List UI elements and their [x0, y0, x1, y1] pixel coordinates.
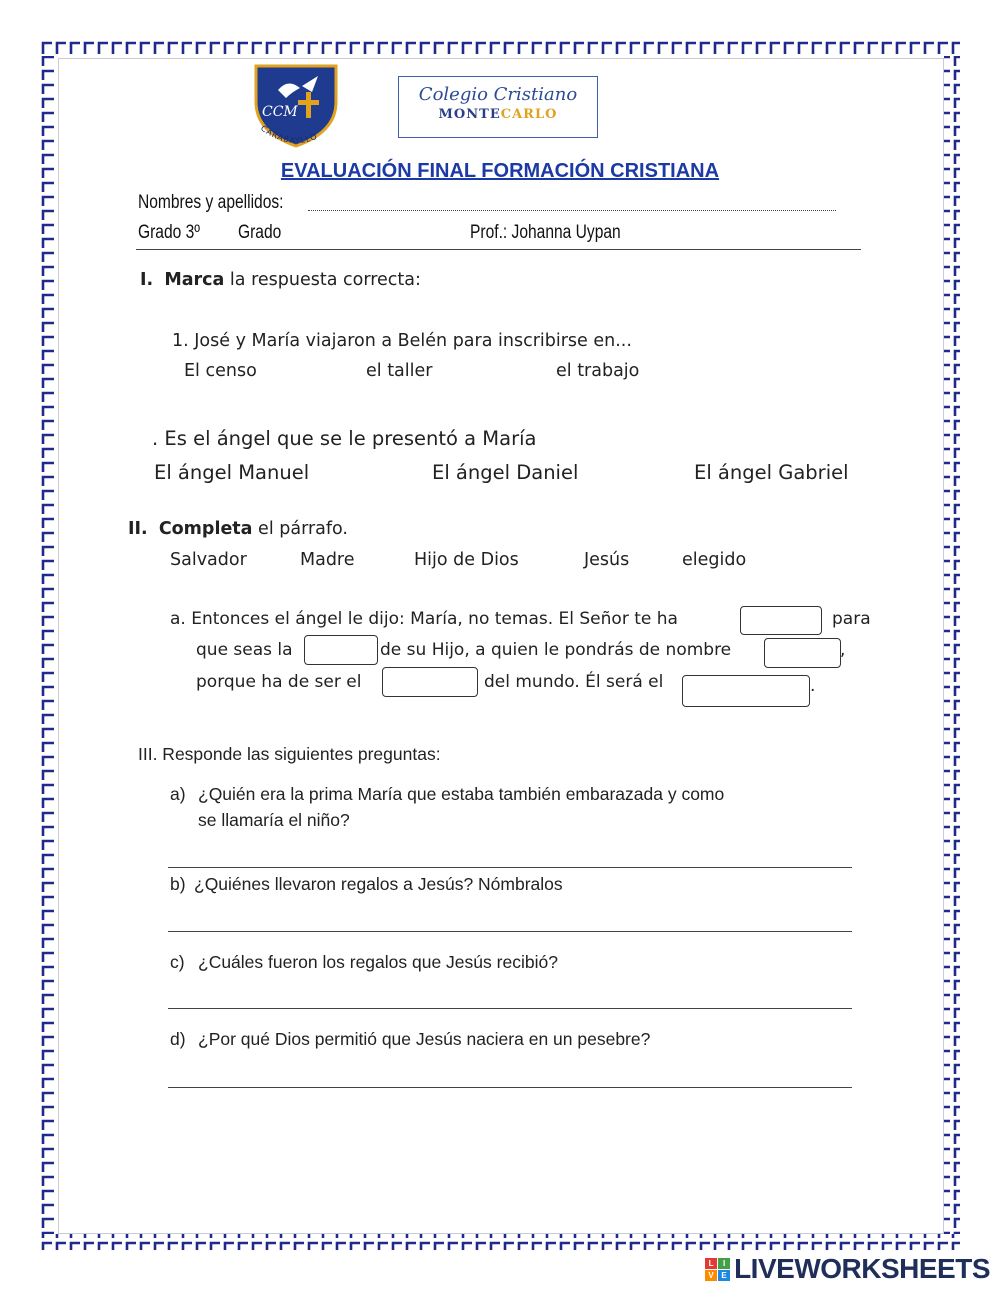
header-divider — [136, 249, 861, 250]
page-title: EVALUACIÓN FINAL FORMACIÓN CRISTIANA — [280, 160, 720, 182]
logo-text-left: CCM — [262, 104, 298, 120]
section2-instruction-bold: Completa — [158, 519, 253, 539]
blank-2[interactable] — [304, 635, 378, 665]
grade-label: Grado 3º — [138, 222, 200, 243]
blank-1[interactable] — [740, 606, 822, 635]
blank-5[interactable] — [682, 675, 810, 707]
q-b-text: ¿Quiénes llevaron regalos a Jesús? Nómbralos — [194, 874, 563, 894]
logo-letter-e: E — [718, 1270, 730, 1281]
school-shield-logo — [248, 62, 344, 152]
fill-line3-mid: del mundo. Él será el — [484, 672, 664, 692]
q1-option-1[interactable]: El censo — [184, 361, 257, 381]
fill-line2-mid: de su Hijo, a quien le pondrás de nombre — [380, 640, 732, 660]
fill-line1-end: para — [832, 609, 871, 629]
school-subname-a: MONTE — [438, 107, 501, 122]
school-subname-b: CARLO — [500, 107, 558, 122]
logo-letter-v: V — [705, 1270, 717, 1281]
q-b-label: b) — [170, 874, 186, 894]
fill-line3-text: porque ha de ser el — [196, 672, 362, 692]
word-bank-1: Salvador — [170, 550, 247, 570]
answer-line-c[interactable] — [168, 1008, 852, 1009]
name-label: Nombres y apellidos: — [138, 192, 284, 213]
fill-line3-end: . — [810, 676, 816, 696]
teacher-name: Prof.: Johanna Uypan — [470, 222, 621, 243]
answer-line-b[interactable] — [168, 931, 852, 932]
section1-instruction-bold: Marca — [164, 270, 225, 290]
logo-letter-i: I — [718, 1258, 730, 1269]
school-name-box — [398, 76, 598, 138]
logo-letter-l: L — [705, 1258, 717, 1269]
logo-arc-text: CARABAYLLO — [259, 123, 319, 146]
school-subname — [399, 107, 597, 122]
fill-line2-text: que seas la — [196, 640, 293, 660]
section2-instruction: el párrafo. — [252, 519, 348, 539]
section1-numeral: I. — [140, 270, 154, 290]
q-a-label: a) — [170, 784, 186, 804]
word-bank-5: elegido — [682, 550, 747, 570]
q2-text: . Es el ángel que se le presentó a María — [152, 427, 537, 450]
fill-line2-end: , — [840, 640, 846, 660]
q2-option-3[interactable]: El ángel Gabriel — [694, 461, 849, 484]
fill-line1-text: a. Entonces el ángel le dijo: María, no temas. El Señor te ha — [170, 609, 678, 629]
blank-3[interactable] — [764, 638, 841, 668]
school-name: Colegio Cristiano — [418, 84, 578, 105]
liveworksheets-brand: LIVEWORKSHEETS — [734, 1253, 990, 1284]
q-d-label: d) — [170, 1029, 186, 1049]
q-a-text: ¿Quién era la prima María que estaba también embarazada y como — [198, 784, 725, 804]
name-field[interactable] — [308, 208, 836, 211]
section1-heading — [140, 270, 421, 290]
liveworksheets-logo-icon — [705, 1258, 730, 1281]
q-c-label: c) — [170, 952, 185, 972]
q1-text: 1. José y María viajaron a Belén para inscribirse en... — [172, 331, 632, 351]
grade-word: Grado — [238, 222, 282, 243]
q-d-text: ¿Por qué Dios permitió que Jesús naciera en un pesebre? — [198, 1029, 651, 1049]
section3-heading: III. Responde las siguientes preguntas: — [138, 744, 441, 764]
word-bank-3: Hijo de Dios — [414, 550, 519, 570]
word-bank-2: Madre — [300, 550, 355, 570]
answer-line-a[interactable] — [168, 867, 852, 868]
q-c-text: ¿Cuáles fueron los regalos que Jesús recibió? — [198, 952, 558, 972]
section2-heading — [128, 519, 348, 539]
q1-option-3[interactable]: el trabajo — [556, 361, 640, 381]
q2-option-1[interactable]: El ángel Manuel — [154, 461, 310, 484]
word-bank-4: Jesús — [584, 550, 630, 570]
section2-numeral: II. — [128, 519, 148, 539]
blank-4[interactable] — [382, 667, 478, 697]
liveworksheets-watermark — [705, 1253, 990, 1285]
section1-instruction: la respuesta correcta: — [224, 270, 421, 290]
q-a-text-2: se llamaría el niño? — [198, 810, 350, 830]
q1-option-2[interactable]: el taller — [366, 361, 433, 381]
answer-line-d[interactable] — [168, 1087, 852, 1088]
q2-option-2[interactable]: El ángel Daniel — [432, 461, 579, 484]
